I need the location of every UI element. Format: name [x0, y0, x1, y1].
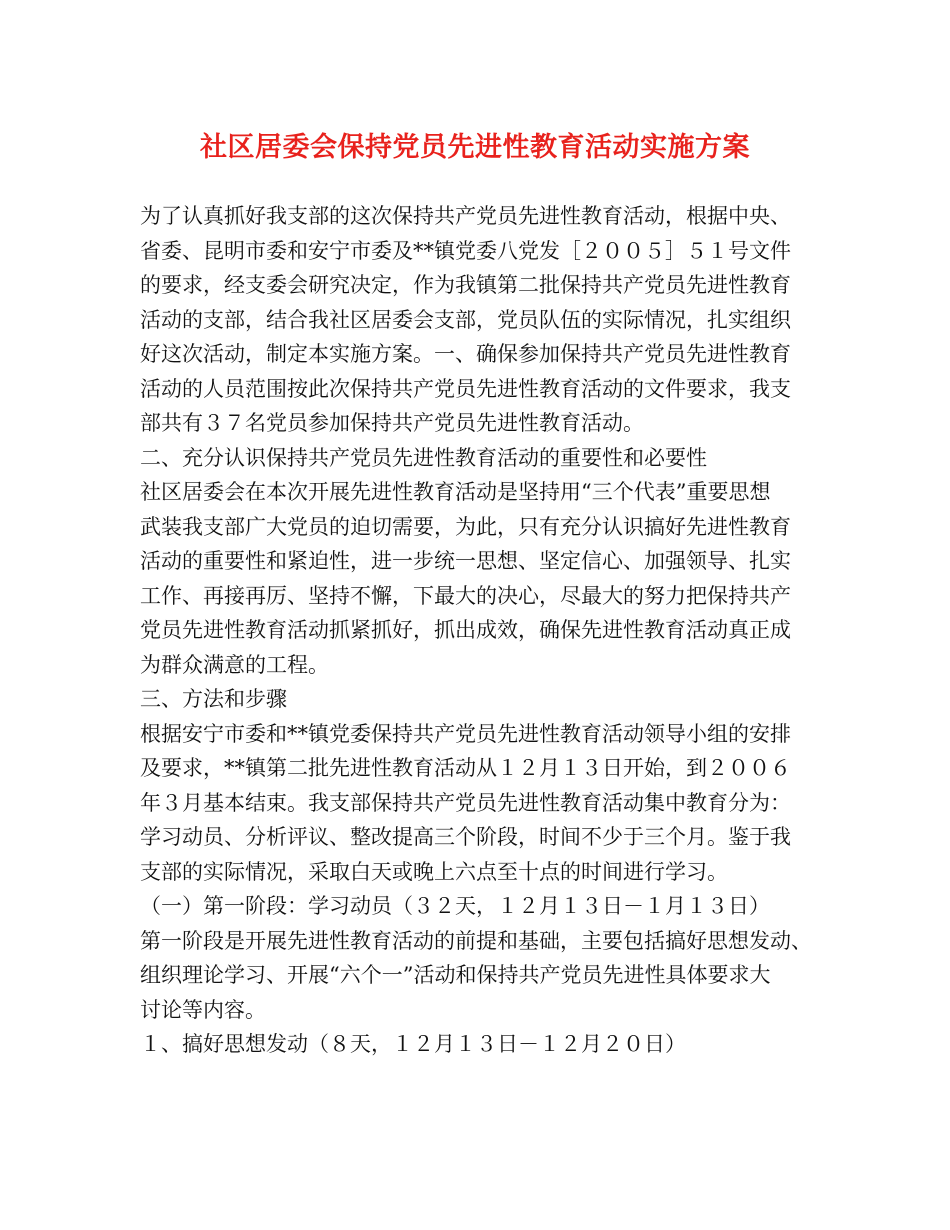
- body-line: 活动的重要性和紧迫性，进一步统一思想、坚定信心、加强领导、扎实: [140, 549, 791, 573]
- document-body: [140, 199, 840, 1062]
- body-line: 的要求，经支委会研究决定，作为我镇第二批保持共产党员先进性教育: [140, 273, 791, 297]
- body-line: 学习动员、分析评议、整改提高三个阶段，时间不少于三个月。鉴于我: [140, 825, 791, 849]
- body-line: 组织理论学习、开展“六个一”活动和保持共产党员先进性具体要求大: [140, 963, 771, 987]
- body-line: 武装我支部广大党员的迫切需要，为此，只有充分认识搞好先进性教育: [140, 514, 791, 539]
- body-line: 支部的实际情况，采取白天或晚上六点至十点的时间进行学习。: [140, 859, 728, 884]
- body-line: 讨论等内容。: [140, 997, 266, 1022]
- body-line: 年３月基本结束。我支部保持共产党员先进性教育活动集中教育分为：: [140, 790, 791, 815]
- body-line: 好这次活动，制定本实施方案。一、确保参加保持共产党员先进性教育: [140, 342, 791, 366]
- body-line: 省委、昆明市委和安宁市委及**镇党委八党发［２００５］５１号文件: [140, 238, 791, 263]
- body-line: 为了认真抓好我支部的这次保持共产党员先进性教育活动，根据中央、: [140, 204, 791, 228]
- body-line: 党员先进性教育活动抓紧抓好，抓出成效，确保先进性教育活动真正成: [140, 618, 791, 642]
- body-line: 根据安宁市委和**镇党委保持共产党员先进性教育活动领导小组的安排: [140, 721, 791, 746]
- body-line: 社区居委会在本次开展先进性教育活动是坚持用“三个代表”重要思想: [140, 480, 771, 504]
- body-line: 活动的人员范围按此次保持共产党员先进性教育活动的文件要求，我支: [140, 376, 791, 401]
- body-line: 活动的支部，结合我社区居委会支部，党员队伍的实际情况，扎实组织: [140, 307, 791, 332]
- body-line: 部共有３７名党员参加保持共产党员先进性教育活动。: [140, 411, 644, 435]
- body-line: 工作、再接再厉、坚持不懈，下最大的决心，尽最大的努力把保持共产: [140, 583, 791, 608]
- section-heading: 三、方法和步骤: [140, 687, 287, 711]
- body-line: 及要求，**镇第二批先进性教育活动从１２月１３日开始，到２００６: [140, 756, 791, 780]
- body-line: 第一阶段是开展先进性教育活动的前提和基础，主要包括搞好思想发动、: [140, 928, 812, 953]
- body-line: 为群众满意的工程。: [140, 652, 329, 677]
- section-heading: 二、充分认识保持共产党员先进性教育活动的重要性和必要性: [140, 445, 707, 470]
- document-title: 社区居委会保持党员先进性教育活动实施方案: [200, 132, 750, 163]
- subsection-heading: （一）第一阶段：学习动员（３２天，１２月１３日－１月１３日）: [140, 894, 770, 918]
- item-heading: １、搞好思想发动（８天，１２月１３日－１２月２０日）: [140, 1032, 686, 1056]
